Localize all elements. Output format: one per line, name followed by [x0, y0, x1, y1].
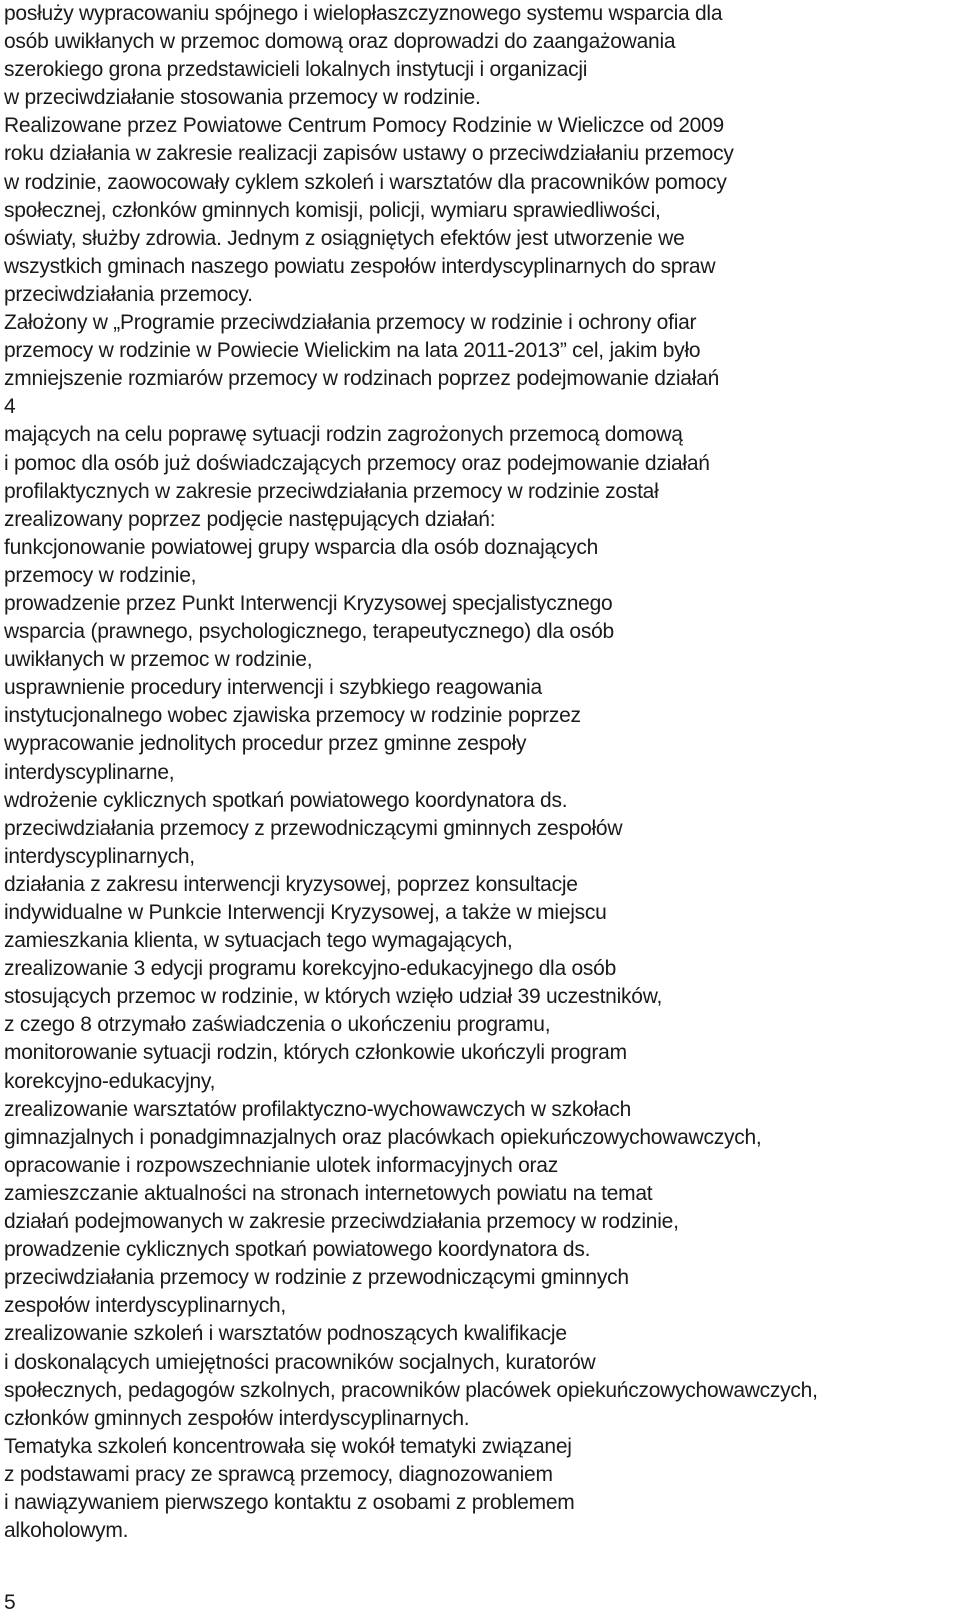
text-line: działań podejmowanych w zakresie przeciwdziałania przemocy w rodzinie,	[4, 1210, 679, 1234]
text-line: interdyscyplinarnych,	[4, 844, 195, 868]
text-line: gimnazjalnych i ponadgimnazjalnych oraz placówkach opiekuńczowychowawczych,	[4, 1125, 762, 1149]
text-line: profilaktycznych w zakresie przeciwdziałania przemocy w rodzinie został	[4, 479, 659, 503]
text-line: szerokiego grona przedstawicieli lokalnych instytucji i organizacji	[4, 58, 588, 82]
page-number: 5	[4, 1591, 16, 1614]
text-line: zamieszczanie aktualności na stronach internetowych powiatu na temat	[4, 1181, 653, 1205]
text-line: działania z zakresu interwencji kryzysowej, poprzez konsultacje	[4, 872, 578, 896]
text-line: opracowanie i rozpowszechnianie ulotek informacyjnych oraz	[4, 1153, 558, 1177]
text-line: zrealizowanie 3 edycji programu korekcyjno-edukacyjnego dla osób	[4, 957, 617, 981]
text-line: uwikłanych w przemoc w rodzinie,	[4, 648, 313, 672]
text-line: zmniejszenie rozmiarów przemocy w rodzinach poprzez podejmowanie działań	[4, 367, 720, 391]
text-line: Realizowane przez Powiatowe Centrum Pomocy Rodzinie w Wieliczce od 2009	[4, 114, 724, 138]
text-line: w rodzinie, zaowocowały cyklem szkoleń i warsztatów dla pracowników pomocy	[4, 170, 727, 194]
text-line: przemocy w rodzinie w Powiecie Wielickim na lata 2011-2013” cel, jakim było	[4, 339, 701, 363]
text-line: zespołów interdyscyplinarnych,	[4, 1294, 286, 1318]
text-line: 4	[4, 395, 16, 419]
text-line: interdyscyplinarne,	[4, 760, 175, 784]
text-line: instytucjonalnego wobec zjawiska przemocy w rodzinie poprzez	[4, 704, 581, 728]
text-line: zrealizowanie warsztatów profilaktyczno-wychowawczych w szkołach	[4, 1097, 632, 1121]
text-line: osób uwikłanych w przemoc domową oraz doprowadzi do zaangażowania	[4, 30, 676, 54]
text-line: Założony w „Programie przeciwdziałania przemocy w rodzinie i ochrony ofiar	[4, 311, 697, 335]
text-line: prowadzenie przez Punkt Interwencji Kryzysowej specjalistycznego	[4, 591, 613, 615]
text-line: przemocy w rodzinie,	[4, 563, 197, 587]
text-line: w przeciwdziałanie stosowania przemocy w rodzinie.	[4, 86, 481, 110]
text-line: i nawiązywaniem pierwszego kontaktu z osobami z problemem	[4, 1490, 575, 1514]
text-line: członków gminnych zespołów interdyscyplinarnych.	[4, 1406, 470, 1430]
text-line: prowadzenie cyklicznych spotkań powiatowego koordynatora ds.	[4, 1238, 591, 1262]
text-line: oświaty, służby zdrowia. Jednym z osiągniętych efektów jest utworzenie we	[4, 226, 685, 250]
text-line: przeciwdziałania przemocy w rodzinie z przewodniczącymi gminnych	[4, 1266, 629, 1290]
text-line: zamieszkania klienta, w sytuacjach tego wymagających,	[4, 929, 513, 953]
text-line: Tematyka szkoleń koncentrowała się wokół tematyki związanej	[4, 1434, 572, 1458]
text-line: zrealizowanie szkoleń i warsztatów podnoszących kwalifikacje	[4, 1322, 567, 1346]
text-line: przeciwdziałania przemocy z przewodniczącymi gminnych zespołów	[4, 816, 623, 840]
text-line: korekcyjno-edukacyjny,	[4, 1069, 216, 1093]
text-line: monitorowanie sytuacji rodzin, których członkowie ukończyli program	[4, 1041, 627, 1065]
document-body	[4, 0, 954, 1545]
text-line: zrealizowany poprzez podjęcie następujących działań:	[4, 507, 496, 531]
text-line: alkoholowym.	[4, 1519, 129, 1543]
text-line: posłuży wypracowaniu spójnego i wielopłaszczyznowego systemu wsparcia dla	[4, 2, 723, 25]
text-line: z podstawami pracy ze sprawcą przemocy, diagnozowaniem	[4, 1462, 553, 1486]
text-line: stosujących przemoc w rodzinie, w których wzięło udział 39 uczestników,	[4, 985, 663, 1009]
text-line: wdrożenie cyklicznych spotkań powiatowego koordynatora ds.	[4, 788, 568, 812]
text-line: funkcjonowanie powiatowej grupy wsparcia dla osób doznających	[4, 535, 599, 559]
text-line: indywidualne w Punkcie Interwencji Kryzysowej, a także w miejscu	[4, 901, 607, 924]
text-line: wsparcia (prawnego, psychologicznego, terapeutycznego) dla osób	[4, 620, 614, 644]
text-line: przeciwdziałania przemocy.	[4, 282, 253, 306]
text-line: i pomoc dla osób już doświadczających przemocy oraz podejmowanie działań	[4, 451, 710, 475]
text-line: społecznej, członków gminnych komisji, policji, wymiaru sprawiedliwości,	[4, 198, 661, 222]
text-line: wypracowanie jednolitych procedur przez gminne zespoły	[4, 732, 527, 756]
text-line: mających na celu poprawę sytuacji rodzin zagrożonych przemocą domową	[4, 423, 683, 447]
text-line: społecznych, pedagogów szkolnych, pracowników placówek opiekuńczowychowawczych,	[4, 1378, 818, 1402]
text-line: usprawnienie procedury interwencji i szybkiego reagowania	[4, 676, 542, 700]
text-line: z czego 8 otrzymało zaświadczenia o ukończeniu programu,	[4, 1013, 551, 1037]
text-line: wszystkich gminach naszego powiatu zespołów interdyscyplinarnych do spraw	[4, 254, 716, 278]
text-line: i doskonalących umiejętności pracowników socjalnych, kuratorów	[4, 1350, 596, 1374]
text-line: roku działania w zakresie realizacji zapisów ustawy o przeciwdziałaniu przemocy	[4, 142, 734, 166]
